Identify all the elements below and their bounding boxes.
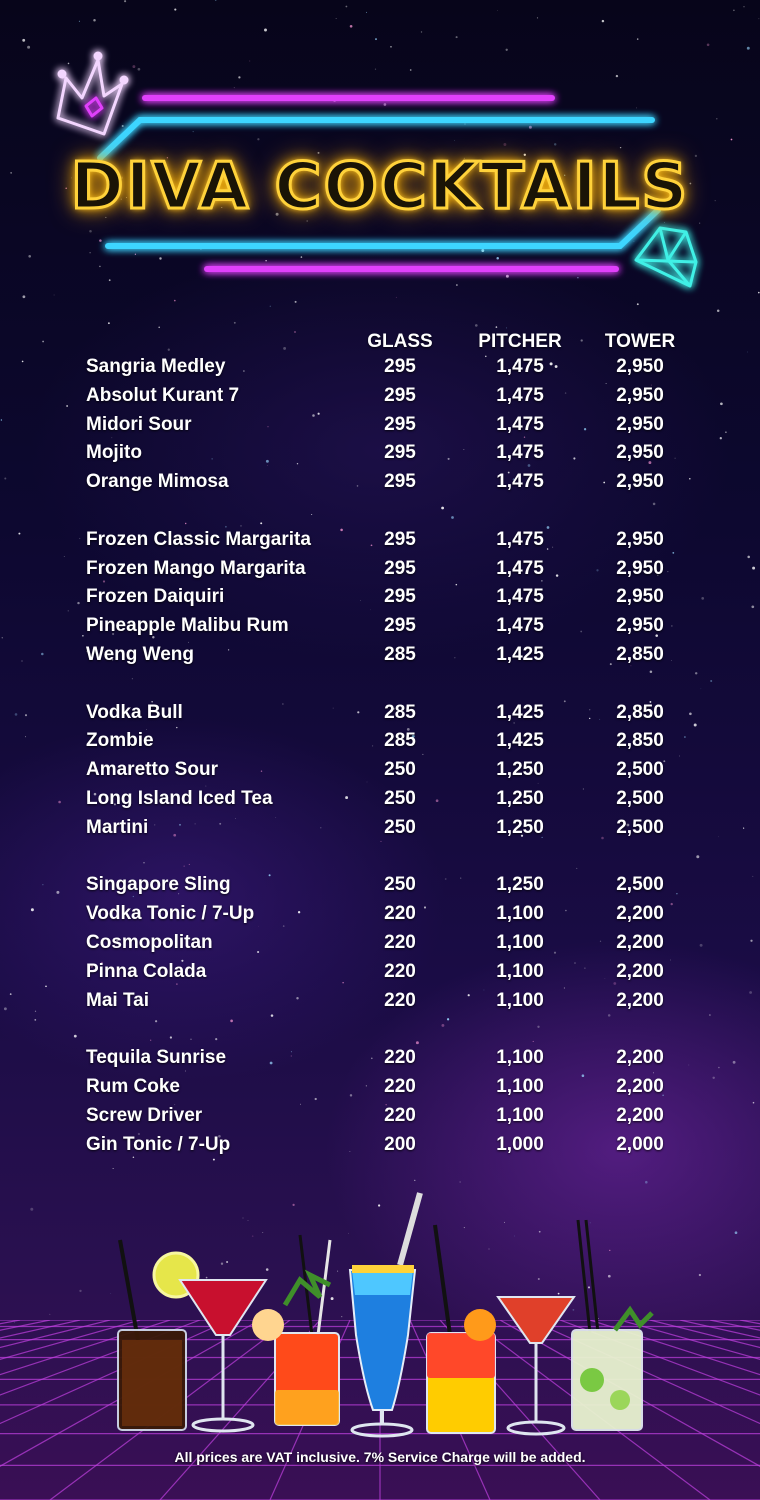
star	[108, 322, 110, 324]
tower-price: 2,200	[616, 990, 664, 1011]
tower-price: 2,950	[616, 442, 664, 463]
pitcher-price: 1,100	[496, 932, 544, 953]
star	[143, 862, 144, 863]
star	[295, 301, 297, 303]
item-name: Frozen Mango Margarita	[86, 558, 306, 579]
menu-row	[0, 414, 760, 442]
column-header-pitcher: PITCHER	[478, 331, 562, 352]
item-name: Mai Tai	[86, 990, 149, 1011]
pitcher-price: 1,250	[496, 817, 544, 838]
tower-price: 2,200	[616, 903, 664, 924]
menu-row	[0, 1076, 760, 1104]
star	[441, 507, 444, 510]
star	[113, 1168, 114, 1169]
glass-price: 220	[384, 1047, 416, 1068]
tower-price: 2,850	[616, 644, 664, 665]
glass-price: 295	[384, 529, 416, 550]
tower-price: 2,950	[616, 615, 664, 636]
vat-footnote: All prices are VAT inclusive. 7% Service Charge will be added.	[174, 1449, 586, 1465]
menu-row	[0, 788, 760, 816]
pitcher-price: 1,475	[496, 356, 544, 377]
pitcher-price: 1,475	[496, 414, 544, 435]
tower-price: 2,500	[616, 788, 664, 809]
item-name: Zombie	[86, 730, 154, 751]
glass-price: 220	[384, 932, 416, 953]
tower-price: 2,200	[616, 1076, 664, 1097]
menu-row	[0, 356, 760, 384]
item-name: Orange Mimosa	[86, 471, 229, 492]
column-header-tower: TOWER	[604, 331, 676, 352]
tower-price: 2,850	[616, 702, 664, 723]
star	[190, 1039, 191, 1040]
star	[234, 322, 236, 324]
glass-price: 250	[384, 788, 416, 809]
menu-row	[0, 990, 760, 1018]
menu-row	[0, 903, 760, 931]
tower-price: 2,500	[616, 874, 664, 895]
pitcher-price: 1,100	[496, 990, 544, 1011]
item-name: Screw Driver	[86, 1105, 203, 1126]
pitcher-price: 1,475	[496, 529, 544, 550]
menu-row	[0, 730, 760, 758]
star	[460, 1181, 461, 1182]
menu-title: DIVA COCKTAILS	[70, 150, 690, 224]
pitcher-price: 1,475	[496, 385, 544, 406]
orange-martini-glass	[498, 1297, 574, 1434]
menu-row	[0, 961, 760, 989]
star	[506, 327, 507, 328]
star	[189, 864, 190, 865]
glass-price: 250	[384, 874, 416, 895]
star	[74, 1035, 77, 1038]
crown-icon	[58, 53, 127, 134]
menu-row	[0, 529, 760, 557]
pitcher-price: 1,475	[496, 558, 544, 579]
pitcher-price: 1,250	[496, 759, 544, 780]
glass-price: 250	[384, 759, 416, 780]
item-name: Midori Sour	[86, 414, 192, 435]
menu-row	[0, 759, 760, 787]
item-name: Long Island Iced Tea	[86, 788, 273, 809]
menu-row	[0, 586, 760, 614]
star	[34, 1019, 36, 1021]
tower-price: 2,200	[616, 961, 664, 982]
tower-price: 2,950	[616, 385, 664, 406]
star	[168, 349, 170, 351]
star	[695, 672, 697, 674]
menu-row	[0, 442, 760, 470]
tower-price: 2,950	[616, 586, 664, 607]
star	[441, 1024, 444, 1027]
star	[747, 352, 748, 353]
item-name: Pinna Colada	[86, 961, 207, 982]
tower-price: 2,200	[616, 1047, 664, 1068]
item-name: Sangria Medley	[86, 356, 226, 377]
menu-row	[0, 1105, 760, 1133]
star	[475, 324, 478, 327]
glass-price: 295	[384, 414, 416, 435]
glass-price: 295	[384, 356, 416, 377]
glass-price: 295	[384, 442, 416, 463]
glass-price: 200	[384, 1134, 416, 1155]
tower-price: 2,500	[616, 817, 664, 838]
star	[215, 1038, 217, 1040]
star	[283, 347, 286, 350]
glass-price: 250	[384, 817, 416, 838]
tower-price: 2,950	[616, 414, 664, 435]
star	[416, 1041, 419, 1044]
glass-price: 220	[384, 1105, 416, 1126]
item-name: Martini	[86, 817, 149, 838]
menu-row	[0, 817, 760, 845]
pitcher-price: 1,100	[496, 1105, 544, 1126]
star	[150, 1040, 151, 1041]
star	[155, 1020, 157, 1022]
glass-price: 295	[384, 385, 416, 406]
star	[230, 1020, 233, 1023]
pitcher-price: 1,475	[496, 471, 544, 492]
item-name: Mojito	[86, 442, 142, 463]
star	[447, 1018, 449, 1020]
tower-price: 2,500	[616, 759, 664, 780]
menu-row	[0, 702, 760, 730]
tower-price: 2,850	[616, 730, 664, 751]
menu-row	[0, 1047, 760, 1075]
item-name: Rum Coke	[86, 1076, 180, 1097]
glass-price: 295	[384, 558, 416, 579]
star	[183, 865, 185, 867]
item-name: Pineapple Malibu Rum	[86, 615, 289, 636]
item-name: Vodka Bull	[86, 702, 183, 723]
item-name: Vodka Tonic / 7-Up	[86, 903, 255, 924]
star	[170, 1036, 172, 1038]
star	[496, 326, 498, 328]
tower-price: 2,950	[616, 356, 664, 377]
glass-price: 220	[384, 990, 416, 1011]
glass-price: 285	[384, 702, 416, 723]
item-name: Frozen Classic Margarita	[86, 529, 311, 550]
star	[533, 1041, 534, 1042]
menu-row	[0, 615, 760, 643]
star	[537, 1026, 539, 1028]
sunrise-highball-glass	[427, 1225, 496, 1433]
star	[645, 1181, 648, 1184]
pitcher-price: 1,100	[496, 1047, 544, 1068]
menu-row	[0, 471, 760, 499]
star	[717, 310, 720, 313]
glass-price: 295	[384, 586, 416, 607]
pitcher-price: 1,425	[496, 730, 544, 751]
item-name: Amaretto Sour	[86, 759, 218, 780]
star	[451, 516, 454, 519]
pitcher-price: 1,000	[496, 1134, 544, 1155]
star	[270, 306, 271, 307]
star	[710, 680, 712, 682]
cocktail-glasses-illustration	[0, 1185, 760, 1450]
blue-hurricane-glass	[350, 1193, 420, 1436]
star	[225, 526, 227, 528]
star	[294, 331, 295, 332]
tower-price: 2,950	[616, 558, 664, 579]
tower-price: 2,950	[616, 529, 664, 550]
star	[414, 1180, 415, 1181]
star	[637, 303, 639, 305]
pitcher-price: 1,475	[496, 442, 544, 463]
star	[241, 525, 242, 526]
glass-price: 220	[384, 1076, 416, 1097]
diamond-icon	[636, 228, 696, 286]
star	[132, 678, 133, 679]
red-highball-glass	[252, 1235, 339, 1425]
pitcher-price: 1,100	[496, 1076, 544, 1097]
tower-price: 2,000	[616, 1134, 664, 1155]
pitcher-price: 1,425	[496, 644, 544, 665]
menu-row	[0, 1134, 760, 1162]
glass-price: 295	[384, 471, 416, 492]
star	[653, 503, 656, 506]
tower-price: 2,200	[616, 932, 664, 953]
menu-row	[0, 932, 760, 960]
item-name: Gin Tonic / 7-Up	[86, 1134, 231, 1155]
star	[185, 523, 186, 524]
star	[701, 688, 702, 689]
item-name: Frozen Daiquiri	[86, 586, 225, 607]
star	[42, 341, 44, 343]
item-name: Singapore Sling	[86, 874, 231, 895]
star	[311, 514, 312, 515]
star	[696, 855, 699, 858]
pitcher-price: 1,100	[496, 961, 544, 982]
glass-price: 220	[384, 961, 416, 982]
mojito-glass	[572, 1220, 652, 1430]
glass-price: 220	[384, 903, 416, 924]
pitcher-price: 1,425	[496, 702, 544, 723]
menu-row	[0, 874, 760, 902]
item-name: Tequila Sunrise	[86, 1047, 227, 1068]
star	[260, 522, 262, 524]
pitcher-price: 1,250	[496, 874, 544, 895]
pitcher-price: 1,475	[496, 615, 544, 636]
menu-row	[0, 385, 760, 413]
pitcher-price: 1,100	[496, 903, 544, 924]
pitcher-price: 1,475	[496, 586, 544, 607]
glass-price: 285	[384, 730, 416, 751]
item-name: Cosmopolitan	[86, 932, 213, 953]
star	[174, 300, 176, 302]
star	[576, 868, 577, 869]
tower-price: 2,950	[616, 471, 664, 492]
item-name: Absolut Kurant 7	[86, 385, 240, 406]
menu-row	[0, 558, 760, 586]
star	[158, 327, 160, 329]
pitcher-price: 1,250	[496, 788, 544, 809]
menu-row	[0, 644, 760, 672]
column-header-glass: GLASS	[367, 331, 433, 352]
glass-price: 295	[384, 615, 416, 636]
red-martini-glass	[180, 1280, 266, 1431]
glass-price: 285	[384, 644, 416, 665]
item-name: Weng Weng	[86, 644, 195, 665]
tower-price: 2,200	[616, 1105, 664, 1126]
